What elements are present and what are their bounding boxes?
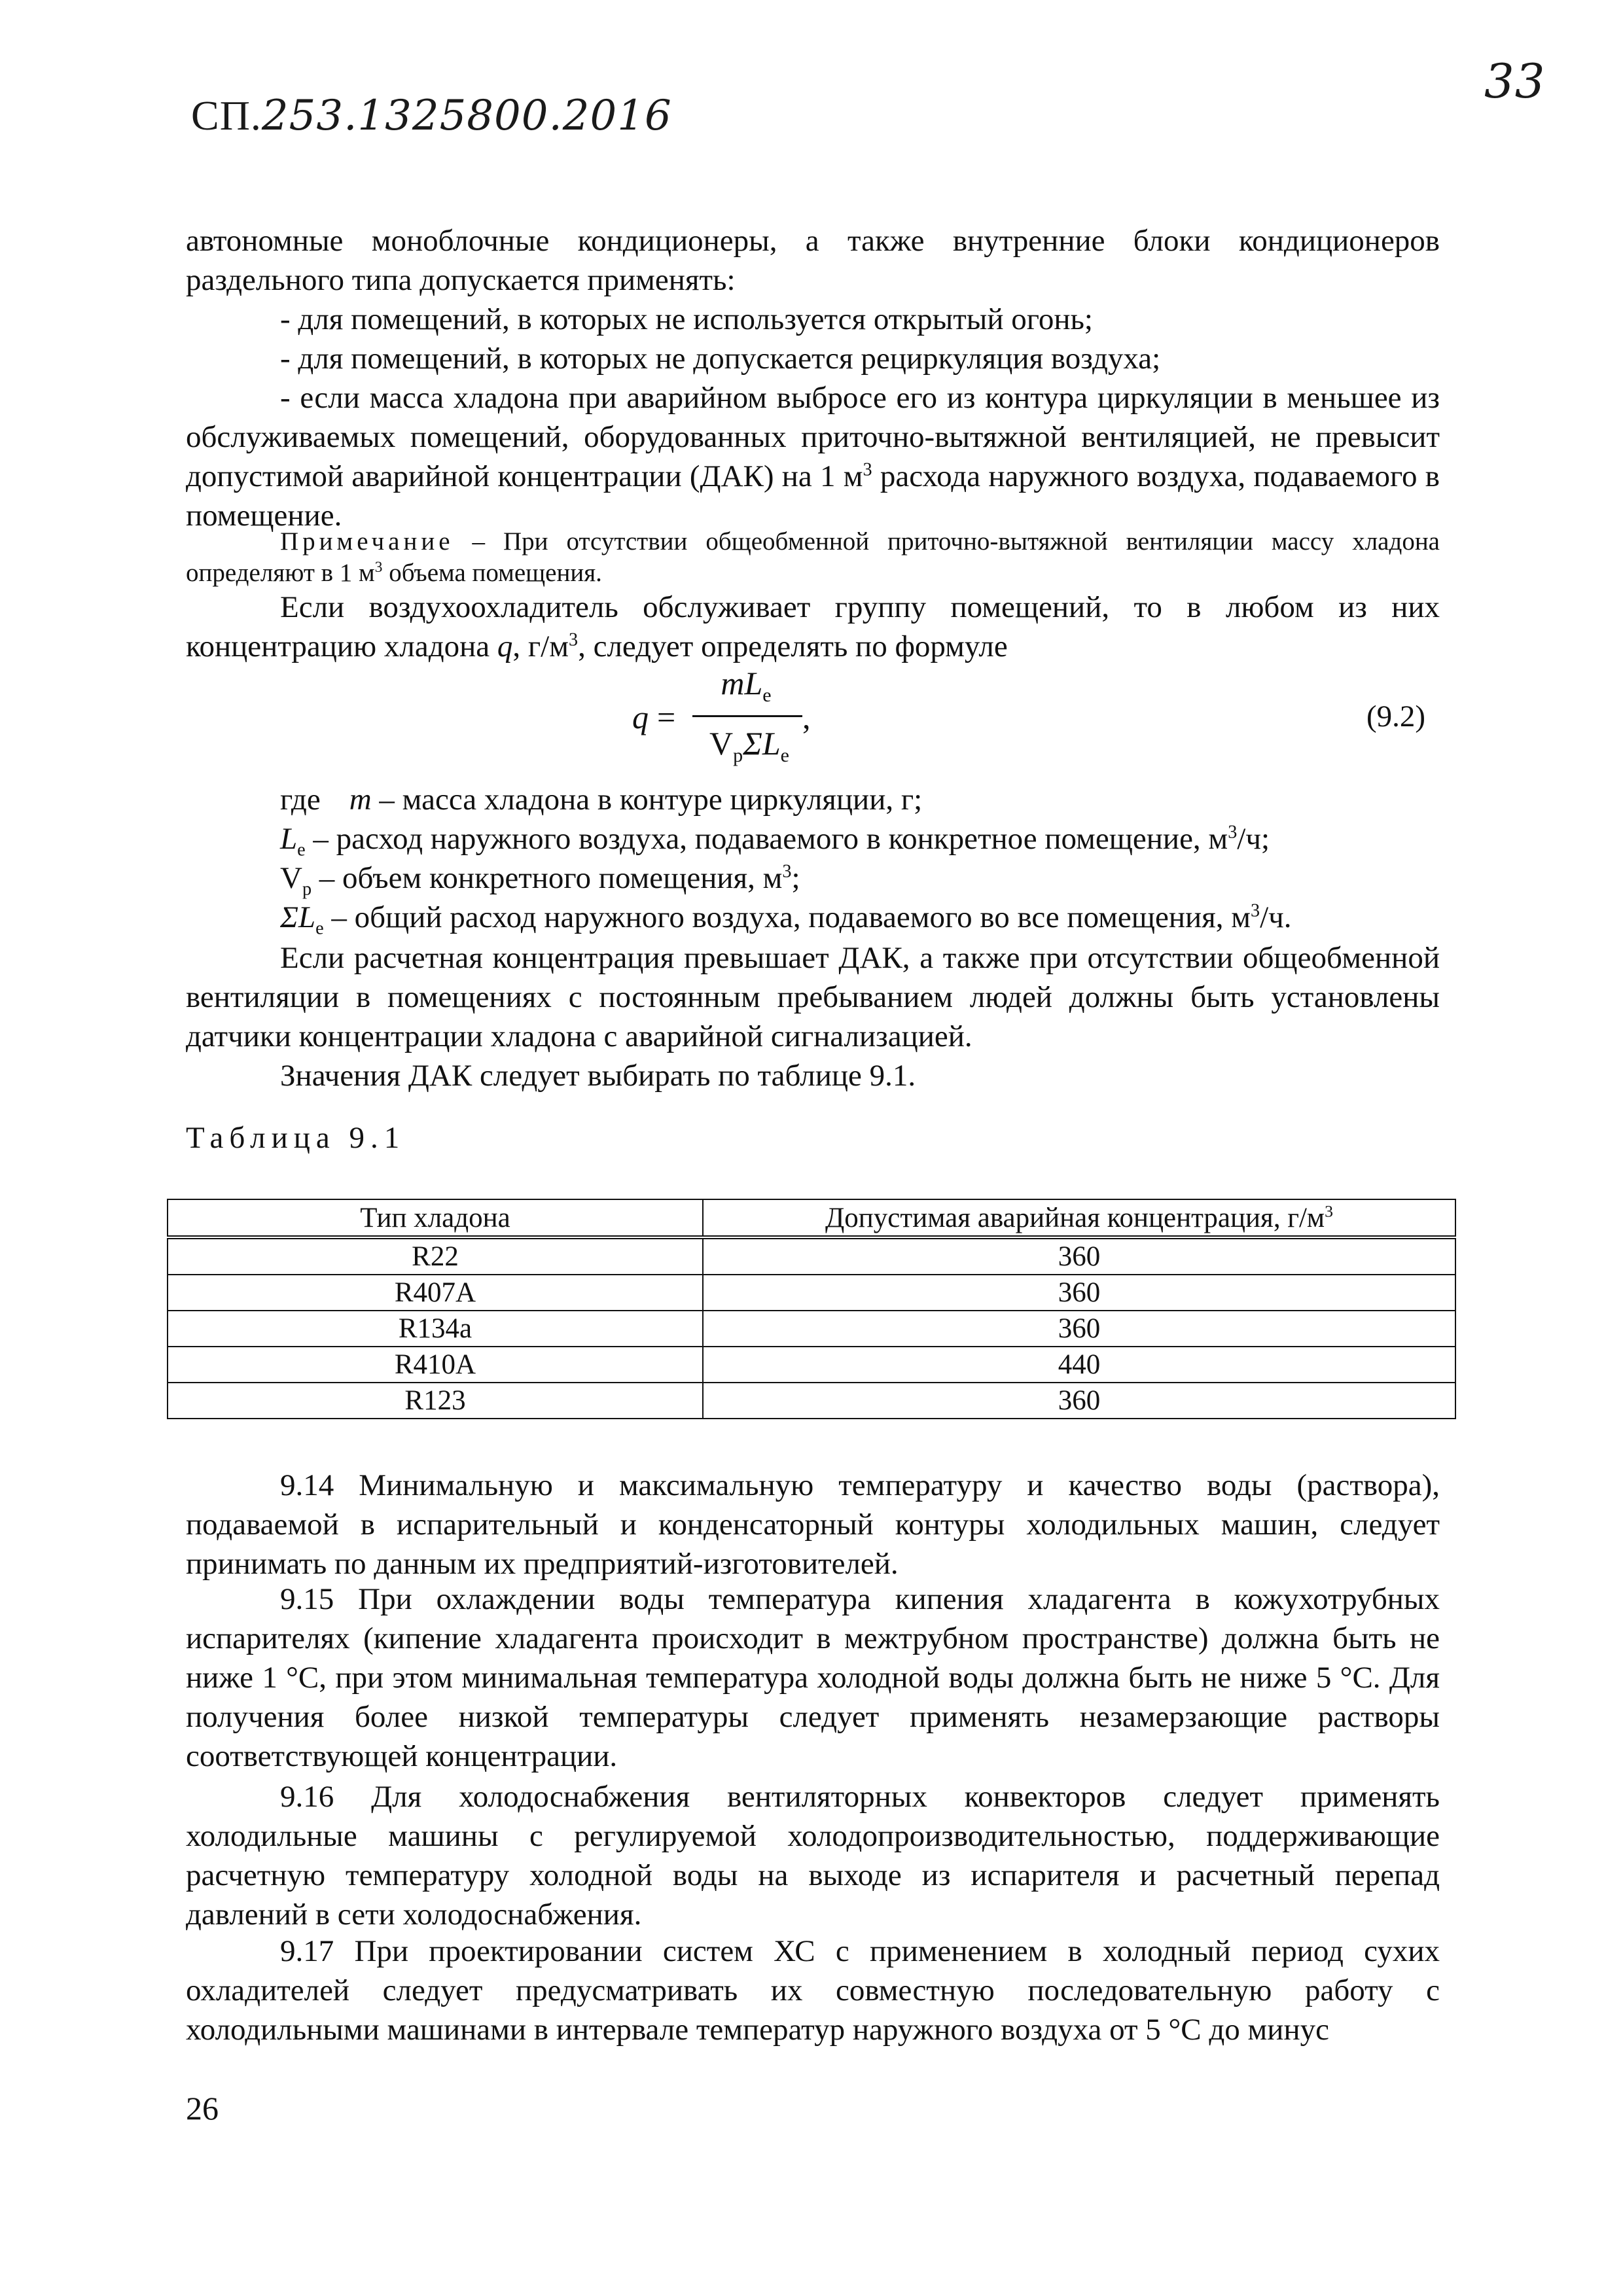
table-row: R407A 360: [168, 1275, 1455, 1311]
table-header-type: Тип хладона: [168, 1199, 703, 1237]
section-9-17: 9.17 При проектировании систем ХС с применением в холодный период сухих охладителей следует предусматривать их совместную последовательную работу с холодильными машинами в интервале температур наружного воздуха от 5 °С до минус: [186, 1934, 1440, 2047]
handwritten-code: 253.1325800.2016: [261, 92, 672, 140]
handwritten-page-number: 33: [1484, 54, 1546, 109]
formula-denominator: $V_p\Sigma L_e$: [709, 725, 789, 766]
note-label: Примечание: [280, 527, 454, 556]
table-header-concentration: Допустимая аварийная концентрация, $г/м^3$: [703, 1199, 1455, 1237]
dak-table-ref: Значения ДАК следует выбирать по таблице 9.1.: [280, 1059, 916, 1093]
intro-paragraph: [186, 221, 1440, 535]
note-paragraph: Примечание – При отсутствии общеобменной приточно-вытяжной вентиляции массу хладона определяют в 1 $м^3$ объема помещения.: [186, 527, 1440, 587]
dak-table: [167, 1199, 1456, 1419]
where-definitions: где m – масса хладона в контуре циркуляции, г; $L_e$ – расход наружного воздуха, подаваемого в конкретное помещение, $м^3/ч$; $V_p$ – объем конкретного помещения, $м^3$; $\Sigma L_e$ – общий расход наружного воздуха, подаваемого во все помещения, $м^3/ч$.: [280, 783, 1292, 939]
intro-item-3: - если масса хладона при аварийном выбросе его из контура циркуляции в меньшее из обслуживаемых помещений, оборудованных приточно-вытяжной вентиляцией, не превысит допустимой аварийной концентрации (ДАК) на 1 $м^3$ расхода наружного воздуха, подаваемого в помещение.: [186, 381, 1440, 533]
intro-item-2: - для помещений, в которых не допускается рециркуляция воздуха;: [280, 342, 1161, 376]
formula-numerator: $mL_e$: [721, 665, 772, 706]
fraction-bar: [692, 715, 802, 717]
intro-line: автономные моноблочные кондиционеры, а также внутренние блоки кондиционеров раздельного типа допускается применять:: [186, 224, 1440, 297]
document-page: СП.253.1325800.2016 33 автономные моноблочные кондиционеры, а также внутренние блоки кондиционеров раздельного типа допускается применять: - для помещений, в которых не используется открытый огонь; - для помещений, в которых не допускается рециркуляция воздуха; - если масса хладона при аварийном выбросе его из контура циркуляции в меньшее из обслуживаемых помещений, оборудованных приточно-вытяжной вентиляцией, не превысит допустимой аварийной концентрации (ДАК) на 1 $м^3$ расхода наружного воздуха, подаваемого в помещение. Примечание – При отсутствии общеобменной приточно-вытяжной вентиляции массу хладона определяют в 1 $м^3$ объема помещения. Если воздухоохладитель обслуживает группу помещений, то в любом из них концентрацию хладона q, $г/м^3$, следует определять по формуле q = $mL_e$ $V_p\Sigma L_e$ , (9.2) где m – масса хладона в контуре циркуляции, г; $L_e$ – расход наружного воздуха, подаваемого в конкретное помещение, $м^3/ч$; $V_p$ – объем конкретного помещения, $м^3$; $\Sigma L_e$ – общий расход наружного воздуха, подаваемого во все помещения, $м^3/ч$. Если расчетная концентрация превышает ДАК, а также при отсутствии общеобменной вентиляции в помещениях с постоянным пребыванием людей должны быть установлены датчики концентрации хладона с аварийной сигнализацией. Значения ДАК следует выбирать по таблице 9.1. Таблица 9.1 Тип хладона Допустимая аварийная концентрация, $г/м^3$ R22 360 R407A 360 R134a 360 R410A 440 R123 360 9.14 Минимальную и максимальную температуру и качество воды (раствора), подаваемой в испарительный и конденсаторный контуры холодильных машин, следует принимать по данным их предприятий-изготовителей. 9.15 При охлаждении воды температура кипения хладагента в кожухотрубных испарителях (кипение хладагента происходит в межтрубном пространстве) должна быть не ниже 1 °С, при этом минимальная температура холодной воды должна быть не ниже 5 °С. Для получения более низкой температуры следует применять незамерзающие растворы соответствующей концентрации. 9.16 Для холодоснабжения вентиляторных конвекторов следует применять холодильные машины с регулируемой холодопроизводительностью, поддерживающие расчетную температуру холодной воды на выходе из испарителя и расчетный перепад давлений в сети холодоснабжения. 9.17 При проектировании систем ХС с применением в холодный период сухих охладителей следует предусматривать их совместную последовательную работу с холодильными машинами в интервале температур наружного воздуха от 5 °С до минус 26: [0, 0, 1623, 2296]
table-caption: Таблица 9.1: [186, 1121, 406, 1155]
formula-intro-paragraph: Если воздухоохладитель обслуживает группу помещений, то в любом из них концентрацию хладона q, $г/м^3$, следует определять по формуле: [186, 590, 1440, 663]
section-9-16: 9.16 Для холодоснабжения вентиляторных конвекторов следует применять холодильные машины с регулируемой холодопроизводительностью, поддерживающие расчетную температуру холодной воды на выходе из испарителя и расчетный перепад давлений в сети холодоснабжения.: [186, 1780, 1440, 1932]
dak-text: Если расчетная концентрация превышает ДАК, а также при отсутствии общеобменной вентиляции в помещениях с постоянным пребыванием людей должны быть установлены датчики концентрации хладона с аварийной сигнализацией.: [186, 941, 1440, 1053]
table-row: R22 360: [168, 1237, 1455, 1275]
dak-paragraph: [186, 938, 1440, 1095]
table-row: R123 360: [168, 1383, 1455, 1419]
formula-number: (9.2): [1366, 699, 1426, 733]
table-row: R134a 360: [168, 1311, 1455, 1347]
intro-item-1: - для помещений, в которых не используется открытый огонь;: [280, 302, 1093, 336]
table-header-row: [168, 1199, 1455, 1237]
section-9-14: 9.14 Минимальную и максимальную температуру и качество воды (раствора), подаваемой в испарительный и конденсаторный контуры холодильных машин, следует принимать по данным их предприятий-изготовителей.: [186, 1468, 1440, 1581]
table-row: R410A 440: [168, 1347, 1455, 1383]
page-number: 26: [186, 2090, 219, 2127]
section-9-15: 9.15 При охлаждении воды температура кипения хладагента в кожухотрубных испарителях (кипение хладагента происходит в межтрубном пространстве) должна быть не ниже 1 °С, при этом минимальная температура холодной воды должна быть не ниже 5 °С. Для получения более низкой температуры следует применять незамерзающие растворы соответствующей концентрации.: [186, 1582, 1440, 1773]
code-prefix: СП.: [191, 92, 262, 139]
document-code-header: [191, 92, 672, 140]
